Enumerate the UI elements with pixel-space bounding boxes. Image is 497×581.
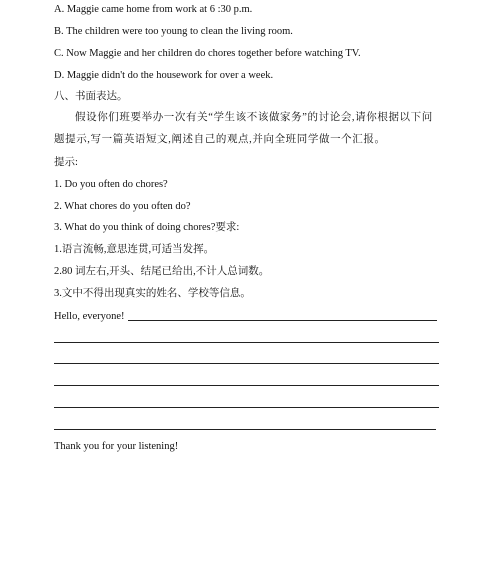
requirement-1: 1.语言流畅,意思连贯,可适当发挥。 bbox=[54, 244, 215, 255]
answer-line bbox=[54, 407, 439, 408]
hint-question-2: 2. What chores do you often do? bbox=[54, 201, 191, 212]
answer-line bbox=[54, 363, 439, 364]
answer-line bbox=[54, 342, 439, 343]
hint-question-1: 1. Do you often do chores? bbox=[54, 179, 168, 190]
section-heading: 八、书面表达。 bbox=[54, 91, 128, 102]
writing-instruction: 假设你们班要举办一次有关“学生该不该做家务”的讨论会,请你根据以下问题提示,写一篇英语短文,阐述自己的观点,并向全班同学做一个汇报。 bbox=[54, 112, 433, 145]
option-c: C. Now Maggie and her children do chores together before watching TV. bbox=[54, 48, 361, 59]
option-d: D. Maggie didn't do the housework for over a week. bbox=[54, 70, 274, 81]
hint-question-3: 3. What do you think of doing chores?要求: bbox=[54, 222, 240, 233]
option-b: B. The children were too young to clean the living room. bbox=[54, 26, 293, 37]
hint-label: 提示: bbox=[54, 157, 78, 168]
option-a: A. Maggie came home from work at 6 :30 p.m. bbox=[54, 4, 253, 15]
essay-closing: Thank you for your listening! bbox=[54, 441, 179, 452]
requirement-3: 3.文中不得出现真实的姓名、学校等信息。 bbox=[54, 288, 251, 299]
answer-line bbox=[54, 385, 439, 386]
essay-opening: Hello, everyone! bbox=[54, 311, 125, 322]
requirement-2: 2.80 词左右,开头、结尾已给出,不计人总词数。 bbox=[54, 266, 270, 277]
answer-line bbox=[54, 429, 436, 430]
answer-line bbox=[128, 320, 437, 321]
